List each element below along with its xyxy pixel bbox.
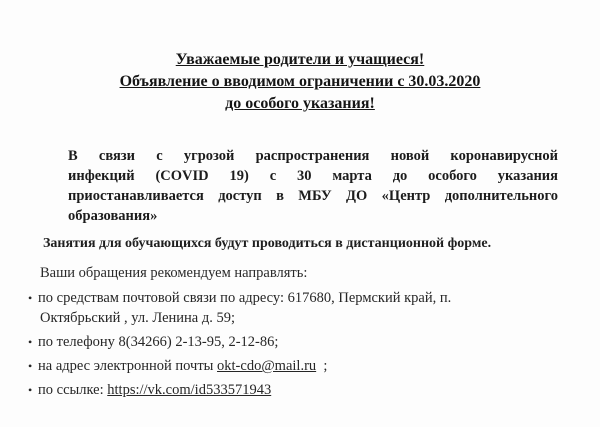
bullet-icon: • xyxy=(28,291,33,305)
greeting-heading: Уважаемые родители и учащиеся! xyxy=(175,51,425,68)
bullet-icon: • xyxy=(28,383,33,397)
notice-line: образования» xyxy=(68,208,158,224)
vk-contact xyxy=(28,380,271,400)
phone-contact xyxy=(28,332,278,352)
notice-line: инфекций (COVID 19) с 30 марта до особого указания xyxy=(68,168,558,184)
phone-text: по телефону 8(34266) 2-13-95, 2-12-86; xyxy=(38,334,279,350)
postal-contact xyxy=(28,288,560,308)
vk-link[interactable]: https://vk.com/id533571943 xyxy=(107,382,272,398)
postal-address-line2: Октябрьский , ул. Ленина д. 59; xyxy=(40,310,236,326)
link-prefix: по ссылке: xyxy=(38,382,108,398)
email-link[interactable]: okt-cdo@mail.ru xyxy=(217,358,317,374)
bullet-icon: • xyxy=(28,335,33,349)
lessons-notice: Занятия для обучающихся будут проводиться в дистанционной форме. xyxy=(43,236,492,251)
email-contact xyxy=(28,356,327,376)
bullet-icon: • xyxy=(28,359,33,373)
email-suffix: ; xyxy=(316,358,328,374)
announcement-heading: Объявление о вводимом ограничении с 30.03.2020 xyxy=(119,73,481,90)
announcement-heading-end: до особого указания! xyxy=(225,95,375,112)
notice-line: приостанавливается доступ в МБУ ДО «Центр дополнительного xyxy=(68,188,558,204)
notice-paragraph xyxy=(68,146,558,226)
postal-address-line1: по средствам почтовой связи по адресу: 617680, Пермский край, п. xyxy=(38,290,452,306)
contacts-intro: Ваши обращения рекомендуем направлять: xyxy=(40,265,308,281)
email-prefix: на адрес электронной почты xyxy=(38,358,218,374)
notice-line: В связи с угрозой распространения новой коронавирусной xyxy=(68,148,558,164)
